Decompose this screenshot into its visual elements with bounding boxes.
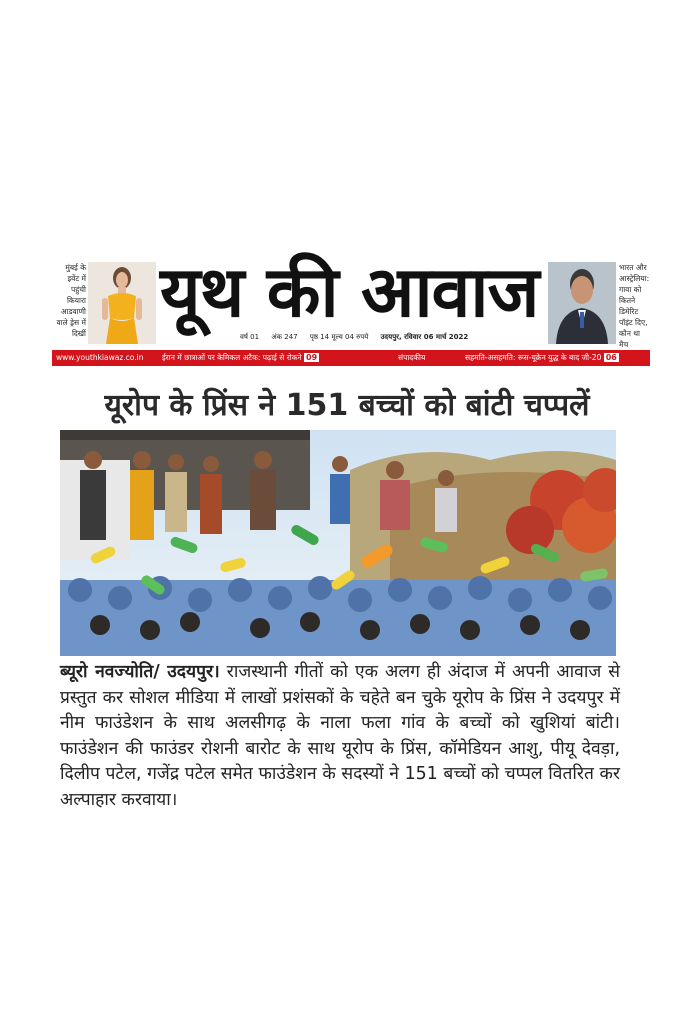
teaser-news-page: 09 xyxy=(306,353,318,362)
left-teaser-photo xyxy=(88,262,156,344)
teaser-opinion xyxy=(465,350,619,366)
newspaper-masthead: यूथ की आवाज xyxy=(160,250,539,333)
masthead-red-bar xyxy=(52,350,650,366)
teaser-opinion-page: 06 xyxy=(605,353,617,362)
issue-volume: वर्ष 01 xyxy=(240,333,260,341)
right-teaser-photo xyxy=(548,262,616,344)
article-body xyxy=(60,660,620,813)
left-teaser: मुंबई के इवेंट में पहुंची कियारा आडवाणी वाले ड्रेस में दिखीं xyxy=(56,263,86,338)
issue-pages-price: पृष्ठ 14 मूल्य 04 रुपये xyxy=(309,333,369,341)
right-teaser: भारत और आस्ट्रेलिया: गावा को कितने डिमेरिट पॉइंट दिए, कौन था मैच xyxy=(619,263,650,349)
man-in-suit-image xyxy=(548,262,616,344)
article-body-text: राजस्थानी गीतों को एक अलग ही अंदाज में अपनी आवाज से प्रस्तुत कर सोशल मीडिया में लाखों प्रशंसकों के चहेते बन चुके यूरोप के प्रिंस ने उदयपुर में नीम फाउंडेशन के साथ अलसीगढ़ के नाला फला गांव के बच्चों को खुशियां बांटी। फाउंडेशन की फाउंडर रोशनी बारोट के साथ यूरोप के प्रिंस, कॉमेडियन आशु, पीयू देवड़ा, दिलीप पटेल, गजेंद्र पटेल समेत फाउंडेशन के सदस्यों ने 151 बच्चों को चप्पल वितरित कर अल्पाहार करवाया। xyxy=(60,662,621,810)
section-label: संपादकीय xyxy=(398,353,426,362)
issue-info xyxy=(240,333,540,342)
woman-in-yellow-dress-image xyxy=(88,262,156,344)
article-dateline: ब्यूरो नवज्योति/ उदयपुर। xyxy=(60,662,220,682)
article-headline: यूरोप के प्रिंस ने 151 बच्चों को बांटी चप्पलें xyxy=(104,388,590,423)
children-holding-slippers-image xyxy=(60,430,616,656)
article-photo xyxy=(60,430,616,656)
issue-place-date: उदयपुर, रविवार 06 मार्च 2022 xyxy=(380,333,469,341)
teaser-news xyxy=(162,350,319,366)
teaser-news-text: ईरान में छात्राओं पर केमिकल अटैक: पढ़ाई से रोकने xyxy=(162,353,302,362)
issue-number: अंक 247 xyxy=(271,333,298,341)
teaser-opinion-text: सहमति-असहमति: रूस-यूक्रेन युद्ध के बाद जी-20 xyxy=(465,353,602,362)
website-url[interactable]: www.youthkiawaz.co.in xyxy=(56,353,144,362)
